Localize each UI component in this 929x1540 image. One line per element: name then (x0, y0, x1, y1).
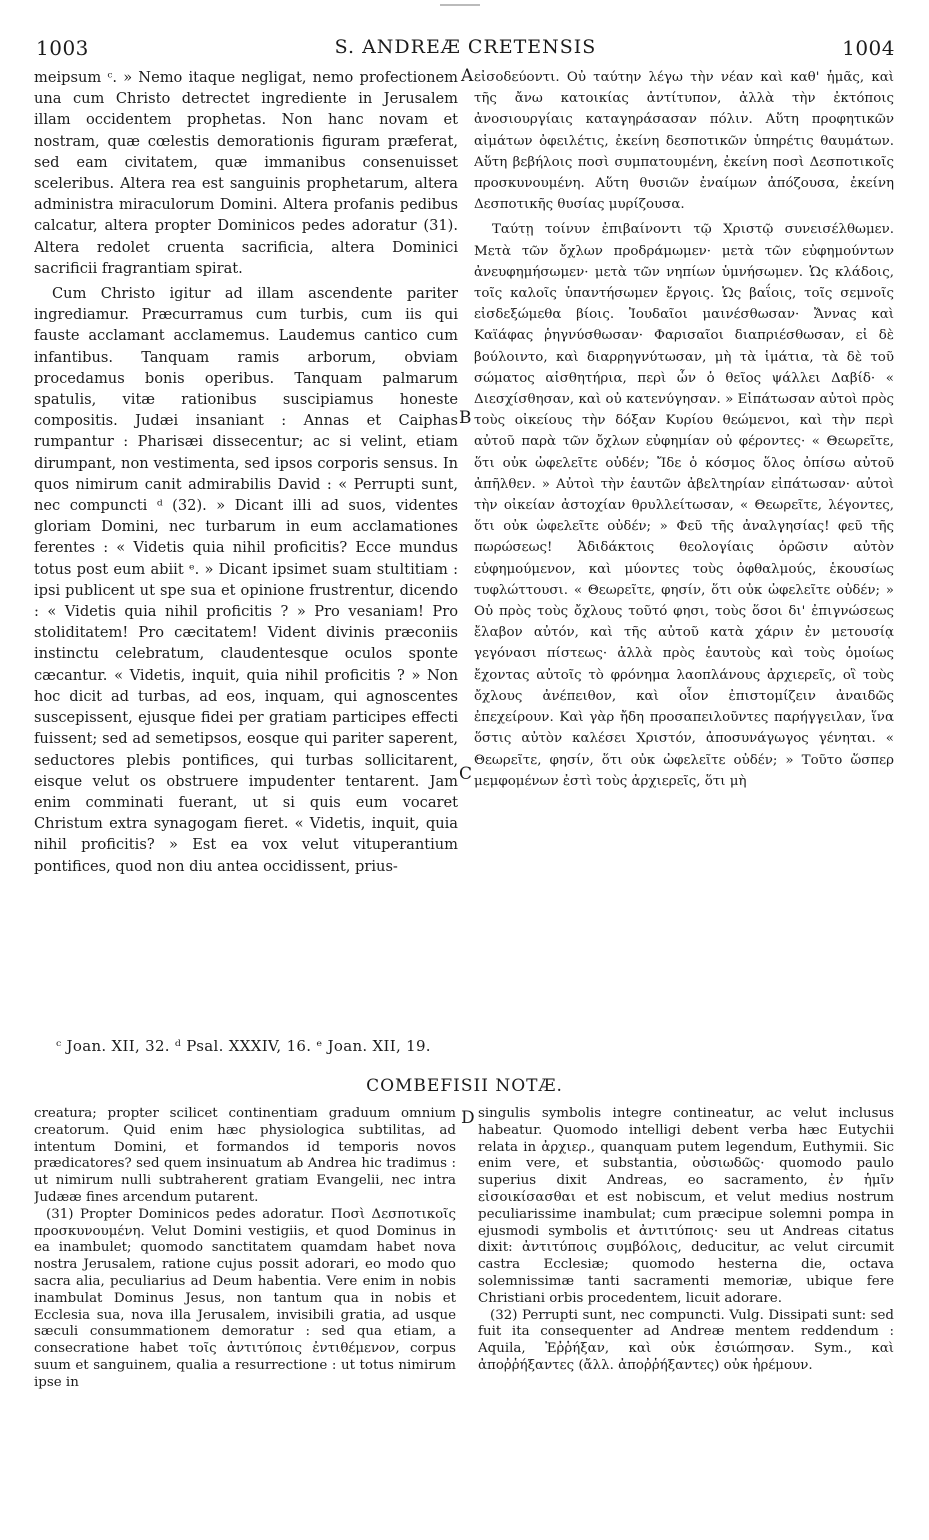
latin-paragraph-2: Cum Christo igitur ad illam ascendente pariter ingrediamur. Præcurramus cum turbis, cum iis qui fauste acclamant acclamemus. Laudemus cantico cum infantibus. Tanquam ramis arborum, obviam procedamus bonis operibus. Tanquam palmarum spatulis, vitæ rationibus suscipiamus honeste compositis. Judæi insaniant : Annas et Caiphas rumpantur : Pharisæi dissecentur; ac si velint, etiam dirumpant, non vestimenta, sed ipsos corporis sensus. In quos nimirum canit admirabilis David : « Perrupti sunt, nec compuncti ᵈ (32). » Dicant illi ad suos, videntes gloriam Domini, nec turbarum in eum acclamationes ferentes : « Videtis quia nihil proficitis? Ecce mundus totus post eum abiit ᵉ. » Dicant ipsimet suam stultitiam : ipsi publicent ut spe sua et opinione frustrentur, dicendo : « Videtis quia nihil proficitis ? » Pro vesaniam! Pro stoliditatem! Pro cæcitatem! Vident divinis præconiis instinctu celebratum, claudentesque oculos sponte cæcantur. « Videtis, inquit, quia nihil proficitis ? » Non hoc dicit ad turbas, ad eos, inquam, qui agnoscentes suscepissent, ejusque fidei per gratiam participes effecti fuissent; sed ad semetipsos, eosque qui pariter saperent, seductores plebis pontifices, qui turbas sollicitarent, eisque velut os obstruere impudenter tentarent. Jam enim comminati fuerant, ut si quis eum vocaret Christum extra synagogam fieret. « Videtis, inquit, quia nihil proficitis? » Est ea vox velut vituperantium pontifices, quod non diu antea occidissent, prius- (34, 285, 458, 875)
greek-paragraph-1: εἰσοδεύοντι. Οὐ ταύτην λέγω τὴν νέαν καὶ καθ' ἡμᾶς, καὶ τῆς ἄνω κατοικίας ἀντίτυπον, ἀλλὰ τὴν ἐκτόποις ἀνοσιουργίαις καταγηράσασαν πόλιν. Αὕτη προφητικῶν αἱμάτων ὀφειλέτις, ἐκείνη δεσποτικῶν ὑπηρέτις θαυμάτων. Αὕτη βεβήλοις ποσὶ συμπατουμένη, ἐκείνη ποσὶ Δεσποτικοῖς προσκυνουμένη. Αὕτη θυσιῶν ἐναίμων ἀπόζουσα, ἐκείνη Δεσποτικῆς θυσίας μυρίζουσα. (474, 70, 894, 213)
note-left-paragraph-2: (31) Propter Dominicos pedes adoratur. Ποσὶ Δεσποτικοῖς προσκυνουμένη. Velut Domini vestigiis, et quod Dominus in ea inambulet; quomodo sanctitatem quamdam habet nova nostra Jerusalem, ratione cujus possit adorari, eo modo quo sacra alia, peculiarius ad Deum habentia. Vere enim in nobis inambulat Dominus Jesus, non tantum qua in nobis et Ecclesia sua, nova illa Jerusalem, invisibili gratia, ad usque sæculi consummationem demoratur : sed qua etiam, a consecratione habet τοῖς ἀντιτύποις ἐντιθέμενον, corpus suum et sanguinem, qualia a resurrectione : ut totus nimirum ipse in (34, 1206, 456, 1390)
page-number-right: 1004 (842, 36, 895, 60)
latin-text-column (34, 67, 458, 1031)
margin-letter-b: B (459, 408, 472, 428)
scan-mark (440, 4, 480, 6)
greek-paragraph-2: Ταύτῃ τοίνυν ἐπιβαίνοντι τῷ Χριστῷ συνεισέλθωμεν. Μετὰ τῶν ὄχλων προδράμωμεν· μετὰ τῶν εὐφημούντων ἀνευφημήσωμεν· μετὰ τῶν νηπίων ὑμνήσωμεν. Ὡς κλάδοις, τοῖς καλοῖς ὑπαντήσωμεν ἔργοις. Ὡς βαΐοις, τοῖς σεμνοῖς εἰσδεξώμεθα βίοις. Ἰουδαῖοι μαινέσθωσαν· Ἄννας καὶ Καϊάφας ῥηγνύσθωσαν· Φαρισαῖοι διαπριέσθωσαν, εἰ δὲ βούλοιντο, καὶ διαρρηγνύτωσαν, μὴ τὰ ἱμάτια, τὰ δὲ τοῦ σώματος αἰσθητήρια, περὶ ὧν ὁ θεῖος ψάλλει Δαβίδ· « Διεσχίσθησαν, καὶ οὐ κατενύγησαν. » Εἰπάτωσαν αὐτοὶ πρὸς τοὺς οἰκείους τὴν δόξαν Κυρίου θεώμενοι, καὶ τὴν περὶ αὐτοῦ παρὰ τῶν ὄχλων εὐφημίαν οὐ φέροντες· « Θεωρεῖτε, ὅτι οὐκ ὠφελεῖτε οὐδέν; Ἴδε ὁ κόσμος ὅλος ὀπίσω αὐτοῦ ἀπῆλθεν. » Αὐτοὶ τὴν ἑαυτῶν ἀβελτηρίαν εἰπάτωσαν· αὐτοὶ τὴν οἰκείαν ἀστοχίαν θρυλλείτωσαν, « Θεωρεῖτε, λέγοντες, ὅτι οὐκ ὠφελεῖτε οὐδέν; » Φεῦ τῆς ἀναλγησίας! φεῦ τῆς πωρώσεως! Ἀδιδάκτοις θεολογίαις ὁρῶσιν αὐτὸν εὐφημούμενον, καὶ μύοντες τοὺς ὀφθαλμούς, ἑκουσίως τυφλώττουσι. « Θεωρεῖτε, φησίν, ὅτι οὐκ ὠφελεῖτε οὐδέν; » Οὐ πρὸς τοὺς ὄχλους τοῦτό φησι, τοὺς ὅσοι δι' ἐπιγνώσεως ἔλαβον αὐτόν, καὶ τῆς αὐτοῦ κατὰ χάριν ἐν μετουσίᾳ γεγόνασι πίστεως· ἀλλὰ πρὸς ἑαυτοὺς καὶ τοὺς ὁμοίως ἔχοντας αὐτοῖς τὸ φρόνημα λαοπλάνους ἀρχιερεῖς, οἳ τοὺς ὄχλους ἀνέπειθον, καὶ οἷον ἐπιστομίζειν ἀναιδῶς ἐπεχείρουν. Καὶ γὰρ ἤδη προσαπειλοῦντες παρήγγειλαν, ἵνα ὅστις αὐτὸν καλέσει Χριστόν, ἀποσυνάγωγος γένηται. « Θεωρεῖτε, φησίν, ὅτι οὐκ ὠφελεῖτε οὐδέν; » Τοῦτο ὥσπερ μεμφομένων ἐστὶ τοὺς ἀρχιερεῖς, ὅτι μὴ (474, 222, 894, 789)
notes-heading: COMBEFISII NOTÆ. (366, 1076, 563, 1096)
note-right-paragraph-1: singulis symbolis integre contineatur, ac velut inclusus habeatur. Quomodo intelligi debent verba hæc Eutychii relata in ἀρχιερ., quanquam putem legendum, Euthymii. Sic enim vere, et substantia, οὐσιωδῶς· quomodo paulo superius dixit Andreas, eo sacramento, ἐν ἡμῖν εἰσοικίσασθαι et est nobiscum, et velut medius nostrum peculiarissime inambulat; cum præcipue solemni pompa in ejusmodi symbolis et ἀντιτύποις· seu ut Andreas citatus dixit: ἀντιτύποις συμβόλοις, deducitur, ac velut circumit castra Ecclesiæ; quomodo hesterna die, octava solemnissimæ tanti sacramenti memoriæ, ubique fere Christiani orbis procedentem, licuit adorare. (478, 1106, 894, 1306)
page-header (36, 36, 895, 62)
notes-right-column (478, 1106, 894, 1526)
note-right-paragraph-2: (32) Perrupti sunt, nec compuncti. Vulg. Dissipati sunt: sed fuit ita consequenter ad Andreæ mentem reddendum : Aquila, Ἐῤῥήξαν, καὶ οὐκ ἐσιώπησαν. Sym., καὶ ἀποῤῥήξαντες (ἄλλ. ἀποῤῥήξαντες) οὐκ ἠρέμουν. (478, 1307, 894, 1373)
note-left-paragraph-1: creatura; propter scilicet continentiam graduum omnium creatorum. Quid enim hæc physiologica subtilitas, ad intentum Domini, et formandos id temporis novos prædicatores? sed quem insinuatum ab Andrea hic tradimus : ut nimirum nulli subtraherent gratiam Evangelii, nec intra Judææ fines arcendum putarent. (34, 1106, 456, 1205)
margin-letter-a: A (461, 66, 474, 86)
scripture-footnotes: ᶜ Joan. XII, 32. ᵈ Psal. XXXIV, 16. ᵉ Joan. XII, 19. (56, 1037, 431, 1055)
notes-left-column (34, 1106, 456, 1526)
page-number-left: 1003 (36, 36, 89, 60)
latin-paragraph-1: meipsum ᶜ. » Nemo itaque negligat, nemo profectionem una cum Christo detrectet ingrediente in Jerusalem illam occidentem prophetas. Non hanc novam et nostram, quæ cœlestis demorationis figuram præferat, sed eam civitatem, quæ immanibus consenuisset sceleribus. Altera rea est sanguinis prophetarum, altera administra miraculorum Domini. Altera profanis pedibus calcatur, altera propter Dominicos pedes adoratur (31). Altera redolet cruenta sacrificia, altera Dominici sacrificii fragrantiam spirat. (34, 69, 458, 277)
margin-letter-d: D (461, 1108, 475, 1128)
running-title: S. ANDREÆ CRETENSIS (334, 36, 597, 58)
greek-text-column (474, 67, 894, 1031)
margin-letter-c: C (459, 764, 473, 784)
